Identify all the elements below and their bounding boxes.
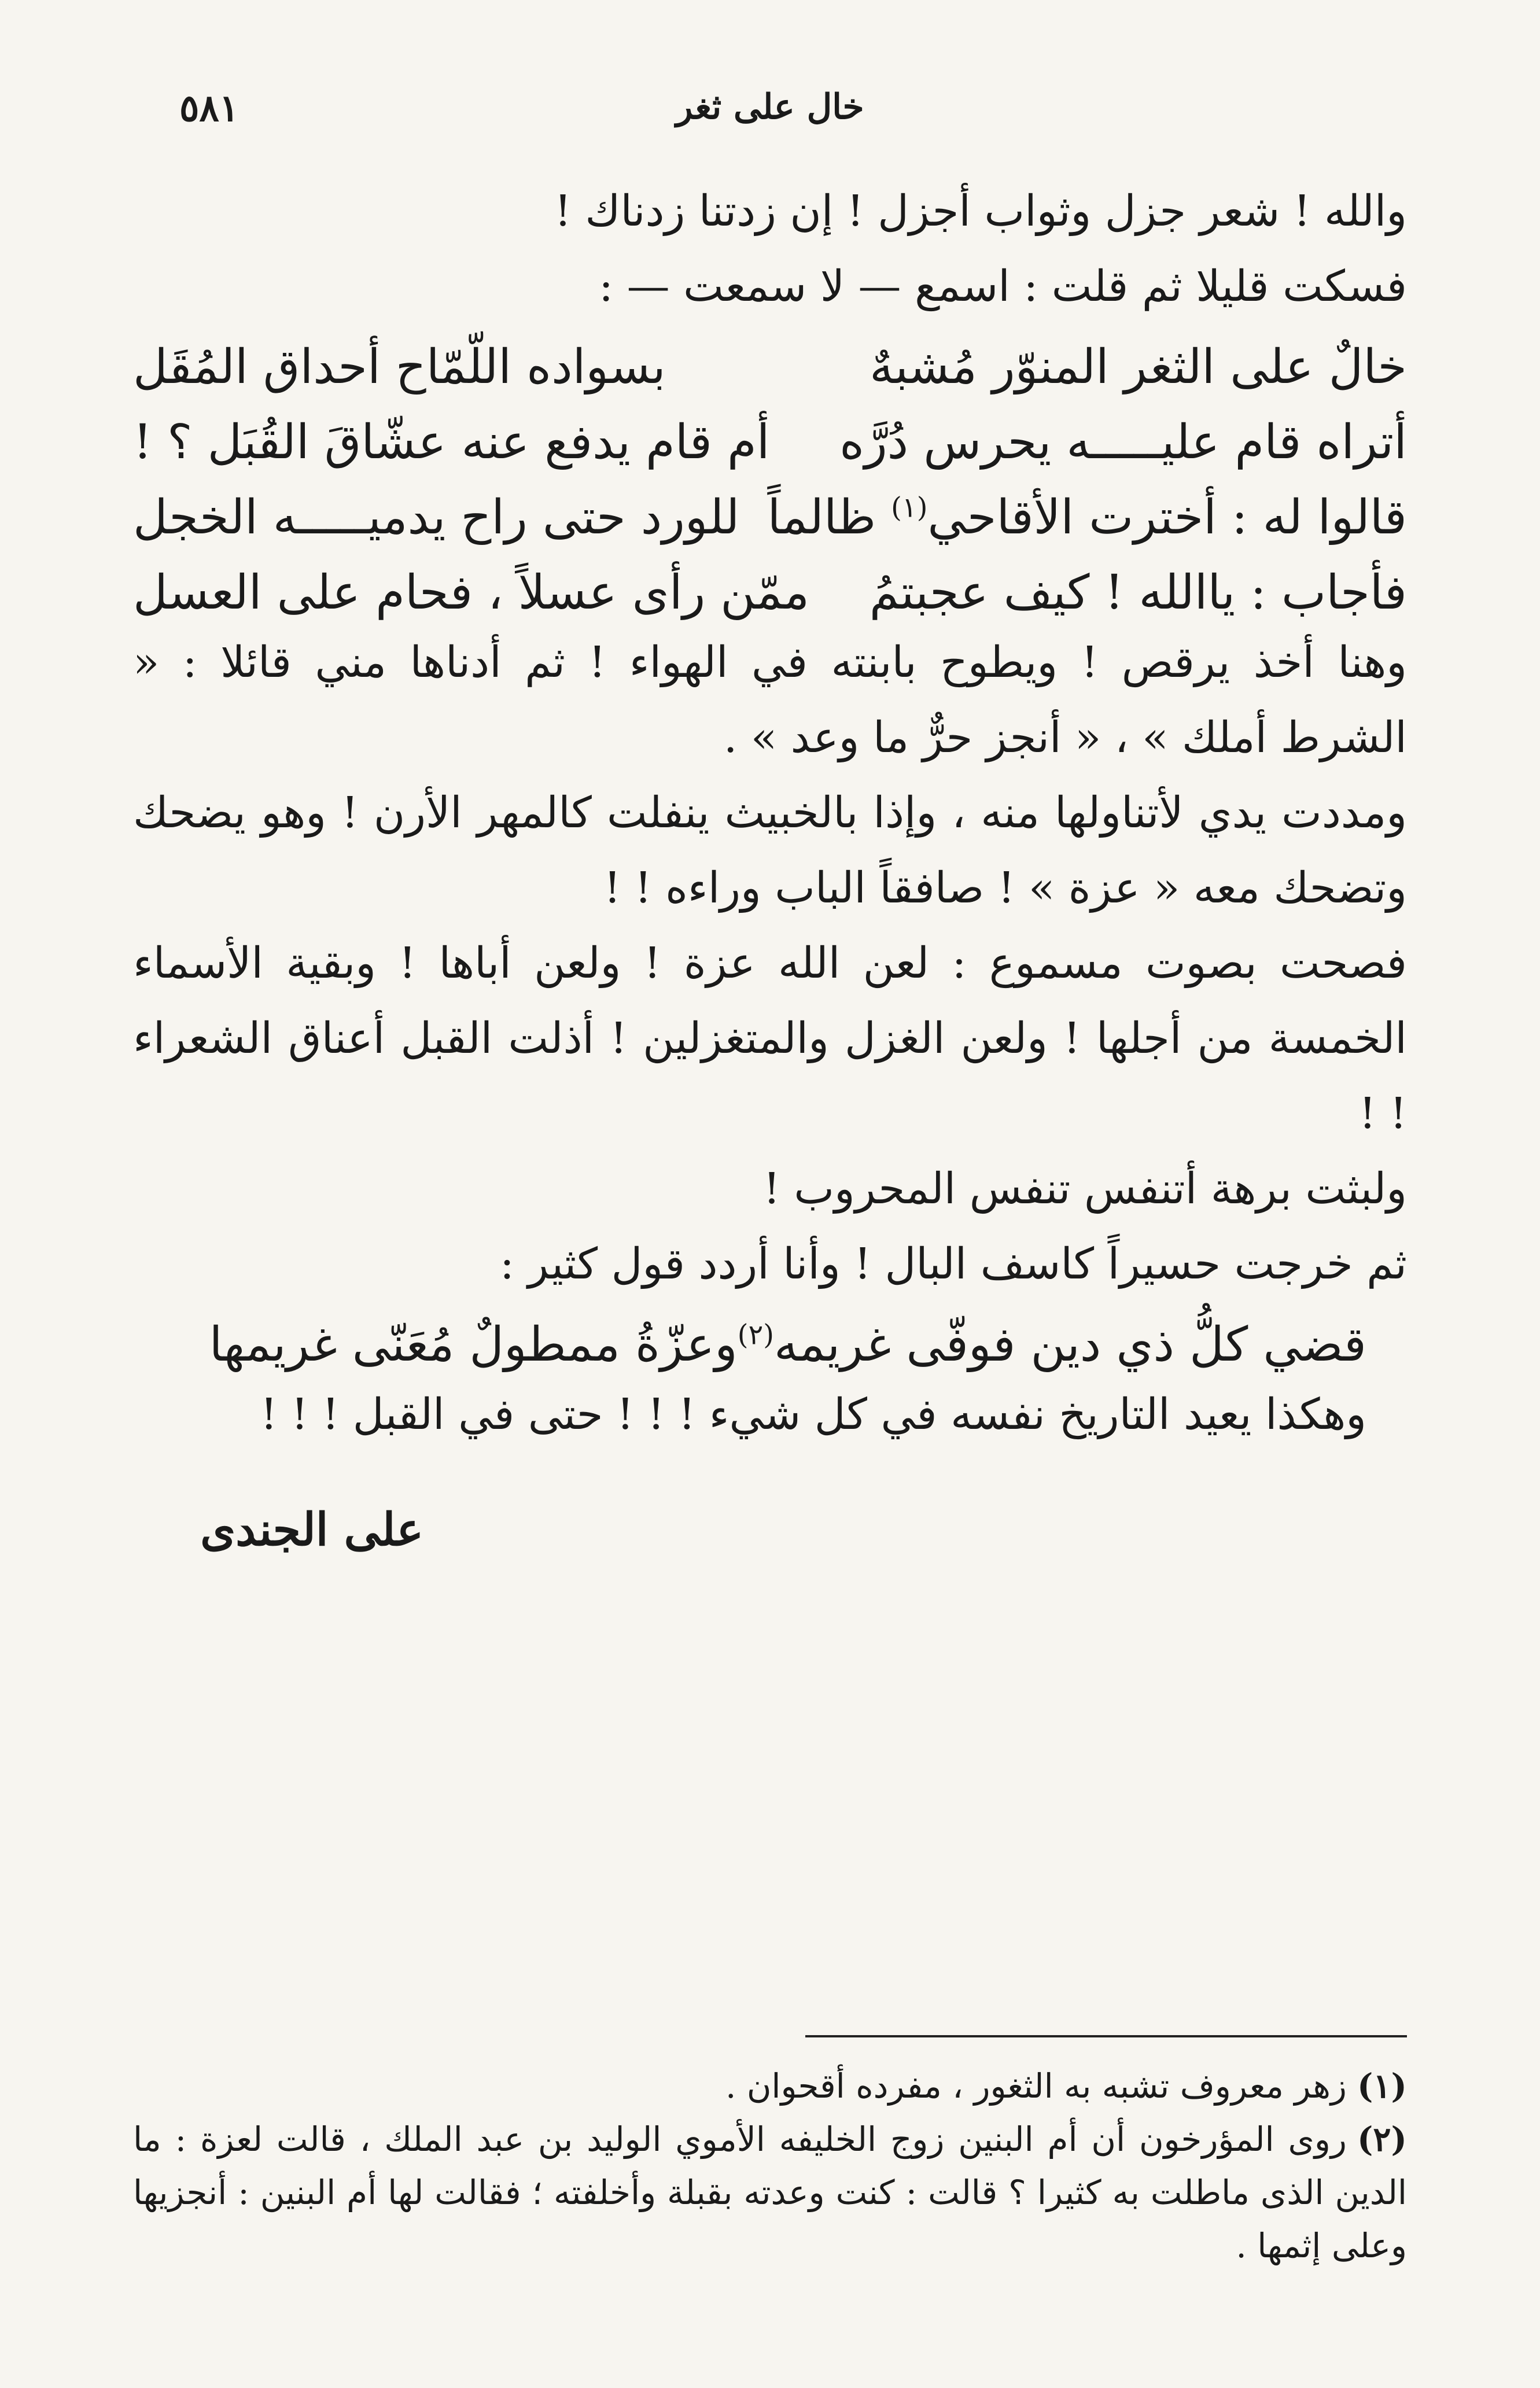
paragraph-7: ثم خرجت حسيراً كاسف البال ! وأنا أردد قول كثير : xyxy=(499,1239,1407,1289)
footnote-separator xyxy=(805,2035,1407,2037)
paragraph-2: فسكت قليلا ثم قلت : اسمع — لا سمعت — : xyxy=(599,261,1407,311)
footnote-ref-2: (٢) xyxy=(737,1318,774,1351)
verse-5 xyxy=(133,1302,1407,1377)
verse-2-second-hemistich: أم قام يدفع عنه عشّاقَ القُبَل ؟ ! xyxy=(133,415,770,470)
verse-5-second-hemistich: وعزّةُ ممطولٌ مُعَنّى غريمها xyxy=(209,1317,738,1372)
verse-4-first-hemistich: فأجاب : ياالله ! كيف عجبتمُ xyxy=(869,565,1407,620)
author-signature: على الجندى xyxy=(200,1503,423,1556)
footnote-2-number: (٢) xyxy=(1357,2120,1407,2159)
verse-3-first-hemistich xyxy=(767,474,1407,550)
verse-2-first-hemistich: أتراه قام عليـــــه يحرس دُرَّه xyxy=(839,415,1407,470)
paragraph-8: وهكذا يعيد التاريخ نفسه في كل شيء ! ! ! حتى في القبل ! ! ! xyxy=(260,1390,1366,1439)
footnote-ref-1: (١) xyxy=(891,491,928,524)
paragraph-3: وهنا أخذ يرقص ! ويطوح بابنته في الهواء ! ثم أدناها مني قائلا : « الشرط أملك » ، « أنجز حرٌّ ما وعد » . xyxy=(133,637,1407,762)
verse-1 xyxy=(133,324,1407,399)
paragraph-4: ومددت يدي لأتناولها منه ، وإذا بالخبيث ينفلت كالمهر الأرن ! وهو يضحك وتضحك معه « عزة » ! صافقاً الباب وراءه ! ! xyxy=(133,788,1407,913)
footnote-1-text: زهر معروف تشبه به الثغور ، مفرده أقحوان . xyxy=(725,2066,1347,2106)
verse-3-second-hemistich: للورد حتى راح يدميـــــه الخجل xyxy=(133,490,740,545)
main-text xyxy=(133,174,1407,1568)
footnote-1 xyxy=(133,2059,1407,2113)
verse-2 xyxy=(133,399,1407,474)
footnote-1-number: (١) xyxy=(1357,2066,1407,2106)
page-number: ٥٨١ xyxy=(179,87,240,130)
footnote-2 xyxy=(133,2113,1407,2272)
verse-4-second-hemistich: ممّن رأى عسلاً ، فحام على العسل xyxy=(133,565,810,620)
verse-4 xyxy=(133,550,1407,625)
verse-5-first-hemistich xyxy=(738,1302,1366,1377)
paragraph-1: والله ! شعر جزل وثواب أجزل ! إن زدتنا زدناك ! xyxy=(554,186,1407,236)
verse-3 xyxy=(133,474,1407,550)
verse-1-first-hemistich: خالٌ على الثغر المنوّر مُشبهٌ xyxy=(870,340,1407,395)
verse-1-second-hemistich: بسواده اللّمّاح أحداق المُقَل xyxy=(133,340,666,395)
paragraph-5: فصحت بصوت مسموع : لعن الله عزة ! ولعن أباها ! وبقية الأسماء الخمسة من أجلها ! ولعن الغزل والمتغزلين ! أذلت القبل أعناق الشعراء ! ! xyxy=(133,938,1407,1138)
running-title: خال على ثغر xyxy=(676,87,864,127)
verse-5-text-a: قضي كلُّ ذي دين فوفّى غريمه xyxy=(774,1317,1366,1372)
paragraph-6: ولبثت برهة أتنفس تنفس المحروب ! xyxy=(763,1164,1407,1214)
verse-3-text-b: ظالماً xyxy=(767,490,876,545)
verse-3-text-a: قالوا له : أخترت الأقاحي xyxy=(927,490,1407,545)
footnote-2-text: روى المؤرخون أن أم البنين زوج الخليفه الأموي الوليد بن عبد الملك ، قالت لعزة : ما الدين الذى ماطلت به كثيرا ؟ قالت : كنت وعدته بقبلة وأخلفته ؛ فقالت لها أم البنين : أنجزيها وعلى إثمها . xyxy=(133,2120,1407,2265)
page-header xyxy=(116,87,1424,150)
footnotes xyxy=(133,2059,1407,2272)
